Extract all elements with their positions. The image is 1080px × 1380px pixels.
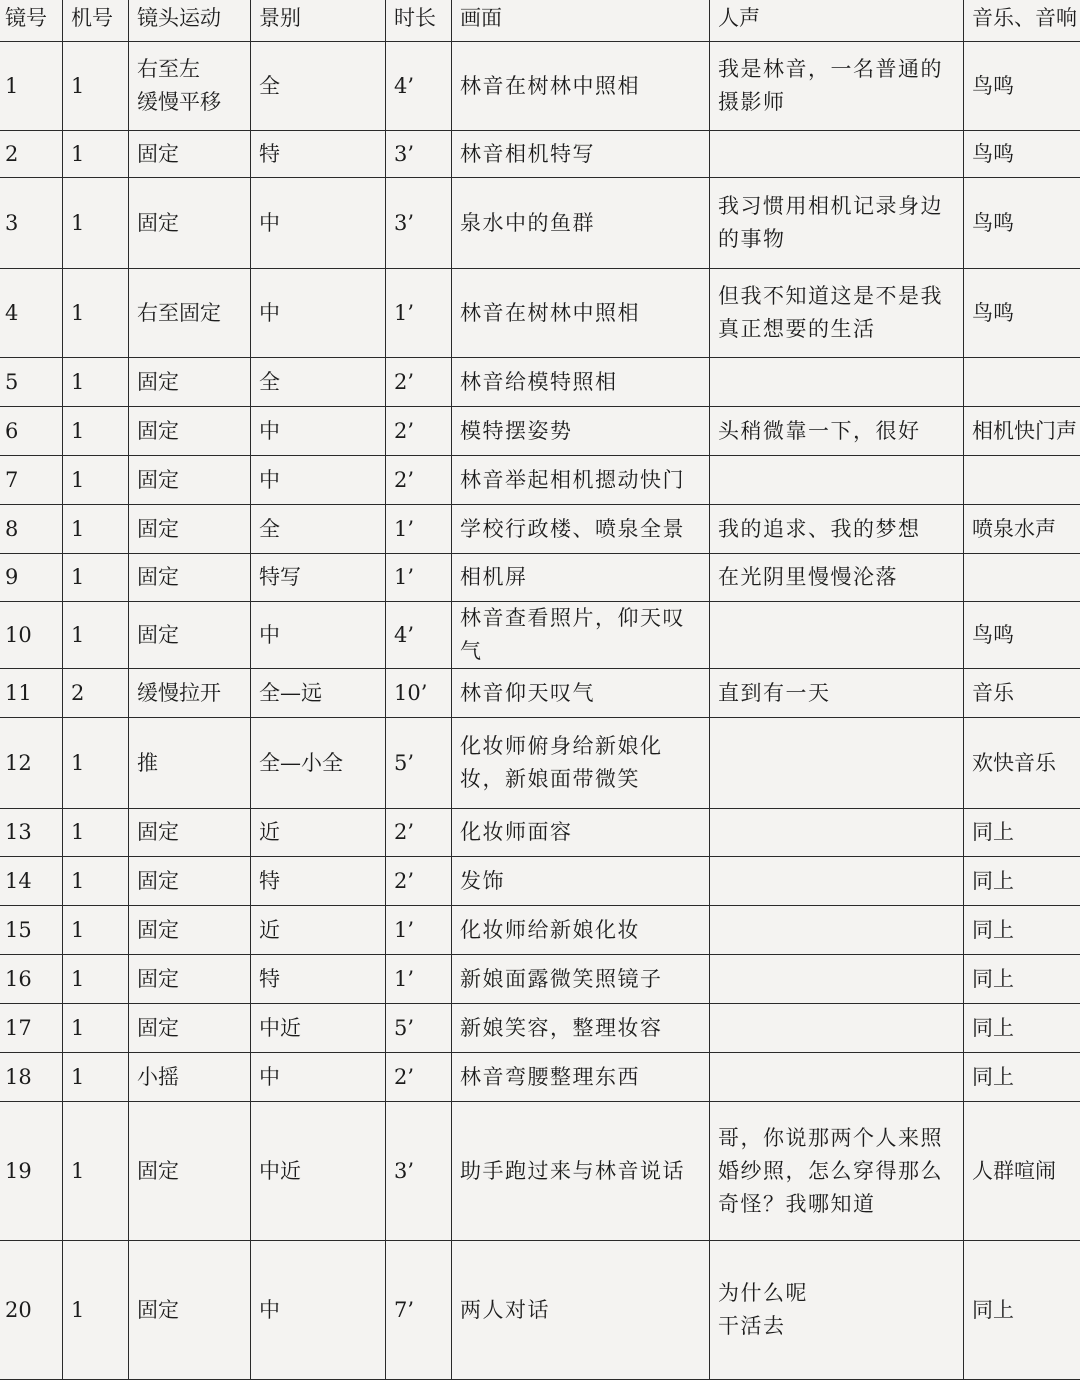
table-row xyxy=(0,269,1080,358)
cell-scene: 林音在树林中照相 xyxy=(452,42,710,131)
cell-music-sound xyxy=(964,456,1080,505)
cell-camera-number: 1 xyxy=(63,602,129,669)
cell-camera-number: 1 xyxy=(63,131,129,178)
cell-camera-number: 1 xyxy=(63,1053,129,1102)
cell-camera-number: 1 xyxy=(63,1102,129,1241)
cell-shot-size: 特 xyxy=(251,857,386,906)
table-row xyxy=(0,131,1080,178)
cell-voice: 头稍微靠一下，很好 xyxy=(710,407,964,456)
cell-duration: 3’ xyxy=(386,1102,452,1241)
cell-voice xyxy=(710,602,964,669)
cell-camera-movement: 右至左 缓慢平移 xyxy=(129,42,251,131)
cell-scene: 学校行政楼、喷泉全景 xyxy=(452,505,710,554)
cell-camera-movement: 固定 xyxy=(129,407,251,456)
cell-voice xyxy=(710,955,964,1004)
cell-camera-number: 1 xyxy=(63,906,129,955)
table-row xyxy=(0,554,1080,602)
cell-music-sound: 相机快门声 xyxy=(964,407,1080,456)
cell-shot-size: 全—远 xyxy=(251,669,386,718)
table-row xyxy=(0,42,1080,131)
cell-voice xyxy=(710,1053,964,1102)
table-row xyxy=(0,1241,1080,1380)
cell-duration: 2’ xyxy=(386,456,452,505)
header-row xyxy=(0,0,1080,42)
cell-scene: 林音给模特照相 xyxy=(452,358,710,407)
cell-camera-movement: 推 xyxy=(129,718,251,809)
cell-music-sound: 鸟鸣 xyxy=(964,269,1080,358)
cell-shot-size: 特写 xyxy=(251,554,386,602)
cell-music-sound: 同上 xyxy=(964,1053,1080,1102)
header-music-sound: 音乐、音响 xyxy=(964,0,1080,42)
cell-shot-size: 中 xyxy=(251,1241,386,1380)
cell-voice: 我习惯用相机记录身边的事物 xyxy=(710,178,964,269)
cell-music-sound: 同上 xyxy=(964,857,1080,906)
cell-voice: 但我不知道这是不是我真正想要的生活 xyxy=(710,269,964,358)
header-voice: 人声 xyxy=(710,0,964,42)
cell-voice xyxy=(710,358,964,407)
cell-music-sound: 喷泉水声 xyxy=(964,505,1080,554)
cell-scene: 化妆师面容 xyxy=(452,809,710,857)
cell-camera-number: 1 xyxy=(63,718,129,809)
table-row xyxy=(0,1004,1080,1053)
cell-scene: 林音相机特写 xyxy=(452,131,710,178)
cell-shot-size: 特 xyxy=(251,131,386,178)
table-row xyxy=(0,178,1080,269)
cell-duration: 3’ xyxy=(386,178,452,269)
table-row xyxy=(0,809,1080,857)
cell-camera-movement: 固定 xyxy=(129,358,251,407)
cell-shot-size: 全—小全 xyxy=(251,718,386,809)
cell-shot-number: 11 xyxy=(0,669,63,718)
cell-duration: 2’ xyxy=(386,407,452,456)
cell-camera-number: 1 xyxy=(63,505,129,554)
table-row xyxy=(0,718,1080,809)
cell-scene: 模特摆姿势 xyxy=(452,407,710,456)
header-camera-movement: 镜头运动 xyxy=(129,0,251,42)
cell-camera-number: 1 xyxy=(63,857,129,906)
cell-shot-number: 5 xyxy=(0,358,63,407)
cell-duration: 10’ xyxy=(386,669,452,718)
cell-camera-movement: 固定 xyxy=(129,857,251,906)
cell-camera-movement: 缓慢拉开 xyxy=(129,669,251,718)
cell-duration: 5’ xyxy=(386,718,452,809)
cell-camera-movement: 固定 xyxy=(129,1102,251,1241)
header-scene: 画面 xyxy=(452,0,710,42)
cell-scene: 林音仰天叹气 xyxy=(452,669,710,718)
table-row xyxy=(0,456,1080,505)
cell-scene: 林音查看照片，仰天叹气 xyxy=(452,602,710,669)
cell-music-sound: 鸟鸣 xyxy=(964,42,1080,131)
cell-camera-movement: 固定 xyxy=(129,131,251,178)
cell-shot-size: 中近 xyxy=(251,1004,386,1053)
cell-duration: 2’ xyxy=(386,809,452,857)
header-camera-number: 机号 xyxy=(63,0,129,42)
cell-shot-number: 13 xyxy=(0,809,63,857)
cell-shot-size: 全 xyxy=(251,358,386,407)
cell-camera-movement: 右至固定 xyxy=(129,269,251,358)
cell-shot-size: 中 xyxy=(251,178,386,269)
cell-music-sound: 人群喧闹 xyxy=(964,1102,1080,1241)
cell-shot-number: 15 xyxy=(0,906,63,955)
cell-shot-size: 特 xyxy=(251,955,386,1004)
cell-camera-number: 1 xyxy=(63,358,129,407)
cell-voice: 我是林音，一名普通的摄影师 xyxy=(710,42,964,131)
cell-shot-size: 近 xyxy=(251,906,386,955)
cell-duration: 2’ xyxy=(386,358,452,407)
cell-shot-number: 12 xyxy=(0,718,63,809)
cell-scene: 相机屏 xyxy=(452,554,710,602)
cell-shot-number: 4 xyxy=(0,269,63,358)
cell-voice: 为什么呢 干活去 xyxy=(710,1241,964,1380)
cell-music-sound: 同上 xyxy=(964,809,1080,857)
cell-shot-number: 8 xyxy=(0,505,63,554)
header-shot-size: 景别 xyxy=(251,0,386,42)
cell-voice xyxy=(710,1004,964,1053)
table-row xyxy=(0,1102,1080,1241)
table-row xyxy=(0,1053,1080,1102)
cell-camera-number: 1 xyxy=(63,554,129,602)
cell-scene: 林音弯腰整理东西 xyxy=(452,1053,710,1102)
cell-camera-movement: 固定 xyxy=(129,456,251,505)
table-row xyxy=(0,906,1080,955)
cell-shot-size: 中 xyxy=(251,407,386,456)
cell-scene: 两人对话 xyxy=(452,1241,710,1380)
cell-scene: 化妆师俯身给新娘化妆，新娘面带微笑 xyxy=(452,718,710,809)
cell-camera-movement: 固定 xyxy=(129,906,251,955)
cell-voice xyxy=(710,906,964,955)
cell-shot-number: 1 xyxy=(0,42,63,131)
table-row xyxy=(0,505,1080,554)
cell-shot-number: 10 xyxy=(0,602,63,669)
cell-voice: 哥，你说那两个人来照婚纱照，怎么穿得那么奇怪？我哪知道 xyxy=(710,1102,964,1241)
cell-duration: 1’ xyxy=(386,269,452,358)
cell-shot-number: 7 xyxy=(0,456,63,505)
cell-camera-number: 1 xyxy=(63,178,129,269)
cell-shot-number: 9 xyxy=(0,554,63,602)
cell-duration: 1’ xyxy=(386,955,452,1004)
cell-shot-number: 14 xyxy=(0,857,63,906)
cell-voice: 在光阴里慢慢沦落 xyxy=(710,554,964,602)
table-row xyxy=(0,407,1080,456)
table-row xyxy=(0,602,1080,669)
header-shot-number: 镜号 xyxy=(0,0,63,42)
table-row xyxy=(0,358,1080,407)
cell-duration: 4’ xyxy=(386,42,452,131)
cell-duration: 1’ xyxy=(386,554,452,602)
cell-shot-size: 中 xyxy=(251,602,386,669)
cell-camera-number: 1 xyxy=(63,1004,129,1053)
cell-scene: 化妆师给新娘化妆 xyxy=(452,906,710,955)
cell-shot-number: 17 xyxy=(0,1004,63,1053)
cell-music-sound: 同上 xyxy=(964,1004,1080,1053)
cell-duration: 3’ xyxy=(386,131,452,178)
cell-voice xyxy=(710,131,964,178)
cell-camera-movement: 固定 xyxy=(129,554,251,602)
cell-music-sound: 同上 xyxy=(964,906,1080,955)
cell-duration: 4’ xyxy=(386,602,452,669)
cell-music-sound: 同上 xyxy=(964,1241,1080,1380)
cell-duration: 5’ xyxy=(386,1004,452,1053)
cell-music-sound xyxy=(964,358,1080,407)
cell-shot-number: 19 xyxy=(0,1102,63,1241)
cell-camera-movement: 固定 xyxy=(129,1004,251,1053)
storyboard-rows xyxy=(0,42,1080,1380)
cell-shot-size: 近 xyxy=(251,809,386,857)
cell-camera-movement: 固定 xyxy=(129,809,251,857)
cell-duration: 2’ xyxy=(386,857,452,906)
cell-voice: 直到有一天 xyxy=(710,669,964,718)
cell-duration: 1’ xyxy=(386,906,452,955)
header-duration: 时长 xyxy=(386,0,452,42)
cell-camera-movement: 固定 xyxy=(129,602,251,669)
cell-shot-size: 中近 xyxy=(251,1102,386,1241)
cell-camera-number: 1 xyxy=(63,42,129,131)
cell-shot-size: 全 xyxy=(251,505,386,554)
cell-shot-number: 20 xyxy=(0,1241,63,1380)
cell-duration: 7’ xyxy=(386,1241,452,1380)
cell-camera-movement: 固定 xyxy=(129,178,251,269)
cell-camera-number: 1 xyxy=(63,407,129,456)
cell-voice xyxy=(710,857,964,906)
cell-voice: 我的追求、我的梦想 xyxy=(710,505,964,554)
cell-camera-number: 1 xyxy=(63,1241,129,1380)
cell-camera-movement: 固定 xyxy=(129,955,251,1004)
cell-camera-number: 1 xyxy=(63,269,129,358)
cell-music-sound: 鸟鸣 xyxy=(964,131,1080,178)
cell-shot-size: 全 xyxy=(251,42,386,131)
cell-scene: 新娘笑容，整理妆容 xyxy=(452,1004,710,1053)
cell-camera-number: 1 xyxy=(63,809,129,857)
cell-music-sound: 同上 xyxy=(964,955,1080,1004)
cell-shot-size: 中 xyxy=(251,456,386,505)
table-row xyxy=(0,955,1080,1004)
cell-voice xyxy=(710,809,964,857)
cell-camera-number: 2 xyxy=(63,669,129,718)
cell-shot-size: 中 xyxy=(251,1053,386,1102)
cell-music-sound: 鸟鸣 xyxy=(964,178,1080,269)
cell-camera-movement: 固定 xyxy=(129,505,251,554)
cell-shot-number: 16 xyxy=(0,955,63,1004)
cell-scene: 发饰 xyxy=(452,857,710,906)
cell-scene: 泉水中的鱼群 xyxy=(452,178,710,269)
cell-shot-number: 3 xyxy=(0,178,63,269)
table-row xyxy=(0,857,1080,906)
cell-scene: 林音举起相机摁动快门 xyxy=(452,456,710,505)
cell-voice xyxy=(710,456,964,505)
cell-shot-number: 2 xyxy=(0,131,63,178)
cell-scene: 助手跑过来与林音说话 xyxy=(452,1102,710,1241)
cell-shot-size: 中 xyxy=(251,269,386,358)
cell-camera-movement: 小摇 xyxy=(129,1053,251,1102)
cell-music-sound: 欢快音乐 xyxy=(964,718,1080,809)
cell-duration: 1’ xyxy=(386,505,452,554)
cell-voice xyxy=(710,718,964,809)
cell-music-sound: 音乐 xyxy=(964,669,1080,718)
cell-duration: 2’ xyxy=(386,1053,452,1102)
cell-shot-number: 6 xyxy=(0,407,63,456)
cell-camera-movement: 固定 xyxy=(129,1241,251,1380)
cell-camera-number: 1 xyxy=(63,456,129,505)
cell-camera-number: 1 xyxy=(63,955,129,1004)
cell-shot-number: 18 xyxy=(0,1053,63,1102)
cell-scene: 新娘面露微笑照镜子 xyxy=(452,955,710,1004)
cell-music-sound xyxy=(964,554,1080,602)
table-row xyxy=(0,669,1080,718)
cell-music-sound: 鸟鸣 xyxy=(964,602,1080,669)
cell-scene: 林音在树林中照相 xyxy=(452,269,710,358)
